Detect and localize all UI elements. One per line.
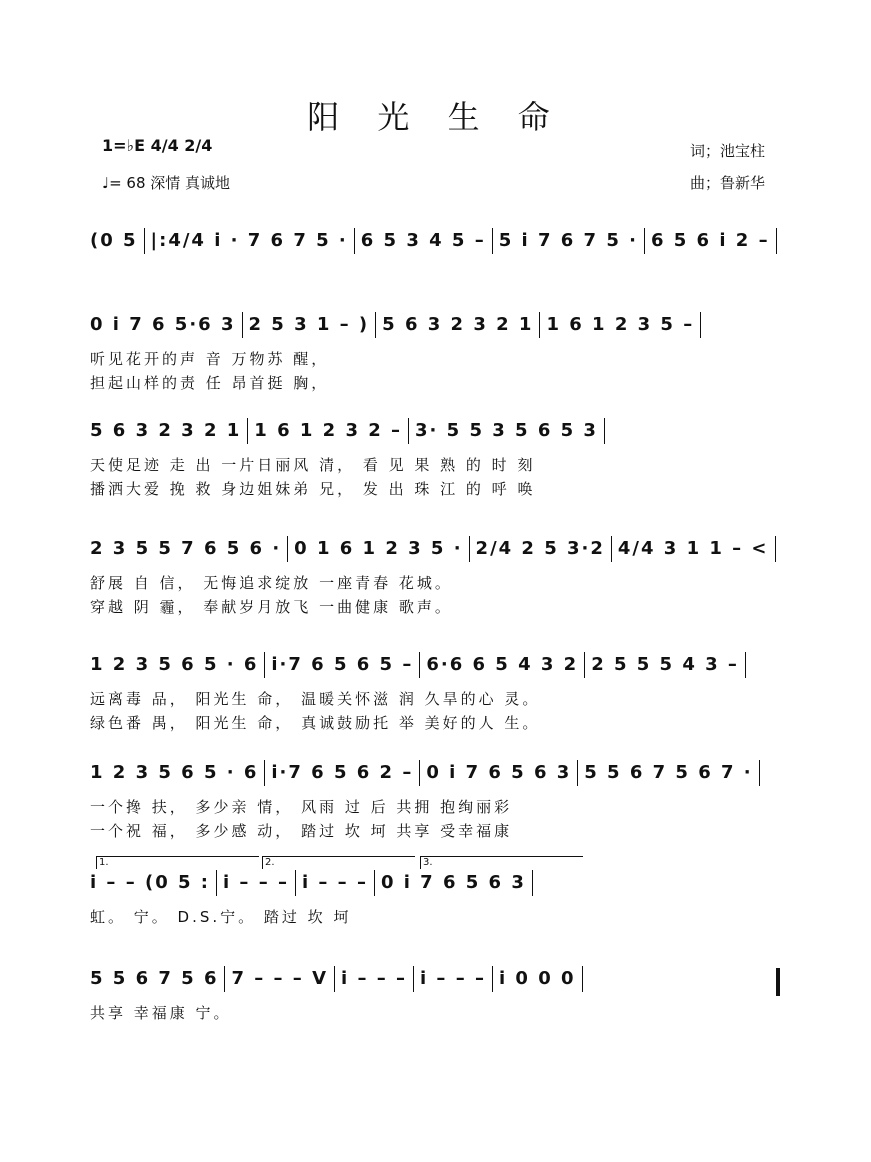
lyric-verse-1: 听见花开的声 音 万物苏 醒， <box>90 350 330 368</box>
lyric-verse-1: 天使足迹 走 出 一片日丽风 清， 看 见 果 熟 的 时 刻 <box>90 456 536 474</box>
measure: 2 3 5 5 7 6 5 6 · <box>90 538 282 559</box>
notation-line <box>90 536 780 566</box>
bar-line <box>776 228 777 254</box>
measure: 1 6 1 2 3 5 – <box>546 314 695 335</box>
notation-line <box>90 966 780 996</box>
bar-line <box>144 228 145 254</box>
measure: 5 5 6 7 5 6 7 · <box>584 762 753 783</box>
measure: 0 i 7 6 5·6 3 <box>90 314 236 335</box>
bar-line <box>354 228 355 254</box>
score-row <box>90 418 780 528</box>
notation-line <box>90 228 780 258</box>
bar-line <box>469 536 470 562</box>
lyric-verse-1: 远离毒 品， 阳光生 命， 温暖关怀滋 润 久旱的心 灵。 <box>90 690 541 708</box>
volta-endings <box>90 856 590 872</box>
measure: 7 – – – V <box>231 968 329 989</box>
measure: i·7 6 5 6 5 – <box>271 654 414 675</box>
score-row <box>90 652 780 762</box>
notation-line <box>90 870 780 900</box>
bar-line <box>247 418 248 444</box>
measure: 0 i 7 6 5 6 3 <box>426 762 572 783</box>
bar-line <box>604 418 605 444</box>
measure: 1 2 3 5 6 5 · 6 <box>90 762 259 783</box>
measure: 2 5 3 1 – ) <box>248 314 370 335</box>
bar-line <box>582 966 583 992</box>
measure: 4/4 3 1 1 – < <box>617 538 769 559</box>
bar-line <box>644 228 645 254</box>
bar-line <box>577 760 578 786</box>
lyric-verse-1: 舒展 自 信， 无悔追求绽放 一座青春 花城。 <box>90 574 453 592</box>
bar-line <box>408 418 409 444</box>
bar-line <box>584 652 585 678</box>
measure: 6 5 3 4 5 – <box>360 230 486 251</box>
notation-line <box>90 418 780 448</box>
lyric-verse-2: 担起山样的责 任 昂首挺 胸， <box>90 374 330 392</box>
song-title: 阳 光 生 命 <box>307 98 564 136</box>
measure: 0 1 6 1 2 3 5 · <box>294 538 463 559</box>
score-row <box>90 966 780 1076</box>
measure: 2 5 5 5 4 3 – <box>591 654 739 675</box>
measure: 6·6 6 5 4 3 2 <box>426 654 579 675</box>
score-row <box>90 536 780 646</box>
bar-line <box>700 312 701 338</box>
lyric-verse-1: 一个搀 扶， 多少亲 情， 风雨 过 后 共拥 抱绚丽彩 <box>90 798 513 816</box>
measure: 5 5 6 7 5 6 <box>90 968 219 989</box>
measure: 3· 5 5 3 5 6 5 3 <box>415 420 598 441</box>
ending-3: 3. <box>420 856 583 869</box>
measure: i – – – <box>341 968 407 989</box>
bar-line <box>419 652 420 678</box>
key-signature: 1=♭E 4/4 2/4 <box>102 136 213 155</box>
lyric-verse-1: 虹。 宁。 D.S.宁。 踏过 坎 坷 <box>90 908 352 926</box>
measure: i – – – <box>222 872 289 893</box>
bar-line <box>775 536 776 562</box>
bar-line <box>492 228 493 254</box>
score-row <box>90 312 780 422</box>
notation-line <box>90 312 780 342</box>
score-row <box>90 870 780 980</box>
score-row <box>90 760 780 870</box>
measure: i – – – <box>301 872 368 893</box>
tempo-marking: ♩= 68 深情 真诚地 <box>102 174 231 192</box>
lyric-verse-2: 播洒大爱 挽 救 身边姐妹弟 兄， 发 出 珠 江 的 呼 唤 <box>90 480 536 498</box>
bar-line <box>492 966 493 992</box>
bar-line <box>532 870 533 896</box>
bar-line <box>334 966 335 992</box>
bar-line <box>216 870 217 896</box>
ending-2: 2. <box>262 856 415 869</box>
measure: 5 6 3 2 3 2 1 <box>382 314 534 335</box>
measure: 1 6 1 2 3 2 – <box>254 420 403 441</box>
measure: 0 i 7 6 5 6 3 <box>380 872 526 893</box>
notation-line <box>90 760 780 790</box>
measure: (0 5 <box>90 230 138 251</box>
measure: 1 2 3 5 6 5 · 6 <box>90 654 259 675</box>
bar-line <box>224 966 225 992</box>
bar-line <box>759 760 760 786</box>
measure: i 0 0 0 <box>498 968 576 989</box>
bar-line <box>539 312 540 338</box>
bar-line <box>264 652 265 678</box>
bar-line <box>611 536 612 562</box>
final-bar-line <box>776 968 780 996</box>
bar-line <box>295 870 296 896</box>
lyric-verse-2: 一个祝 福， 多少感 动， 踏过 坎 坷 共享 受幸福康 <box>90 822 513 840</box>
lyricist-credit: 词；池宝柱 <box>690 142 766 160</box>
bar-line <box>374 870 375 896</box>
bar-line <box>375 312 376 338</box>
measure: |:4/4 i · 7 6 7 5 · <box>150 230 348 251</box>
notation-line <box>90 652 780 682</box>
measure: 5 i 7 6 7 5 · <box>498 230 638 251</box>
bar-line <box>413 966 414 992</box>
measure: i – – – <box>420 968 486 989</box>
lyric-verse-2: 绿色番 禺， 阳光生 命， 真诚鼓励托 举 美好的人 生。 <box>90 714 541 732</box>
measure: i – – (0 5 : <box>90 872 210 893</box>
bar-line <box>419 760 420 786</box>
measure: 2/4 2 5 3·2 <box>475 538 605 559</box>
bar-line <box>242 312 243 338</box>
bar-line <box>287 536 288 562</box>
measure: i·7 6 5 6 2 – <box>271 762 414 783</box>
lyric-verse-1: 共享 幸福康 宁。 <box>90 1004 232 1022</box>
composer-credit: 曲；鲁新华 <box>690 174 766 192</box>
measure: 5 6 3 2 3 2 1 <box>90 420 242 441</box>
measure: 6 5 6 i 2 – <box>650 230 770 251</box>
bar-line <box>745 652 746 678</box>
lyric-verse-2: 穿越 阴 霾， 奉献岁月放飞 一曲健康 歌声。 <box>90 598 453 616</box>
ending-1: 1. <box>96 856 259 869</box>
bar-line <box>264 760 265 786</box>
